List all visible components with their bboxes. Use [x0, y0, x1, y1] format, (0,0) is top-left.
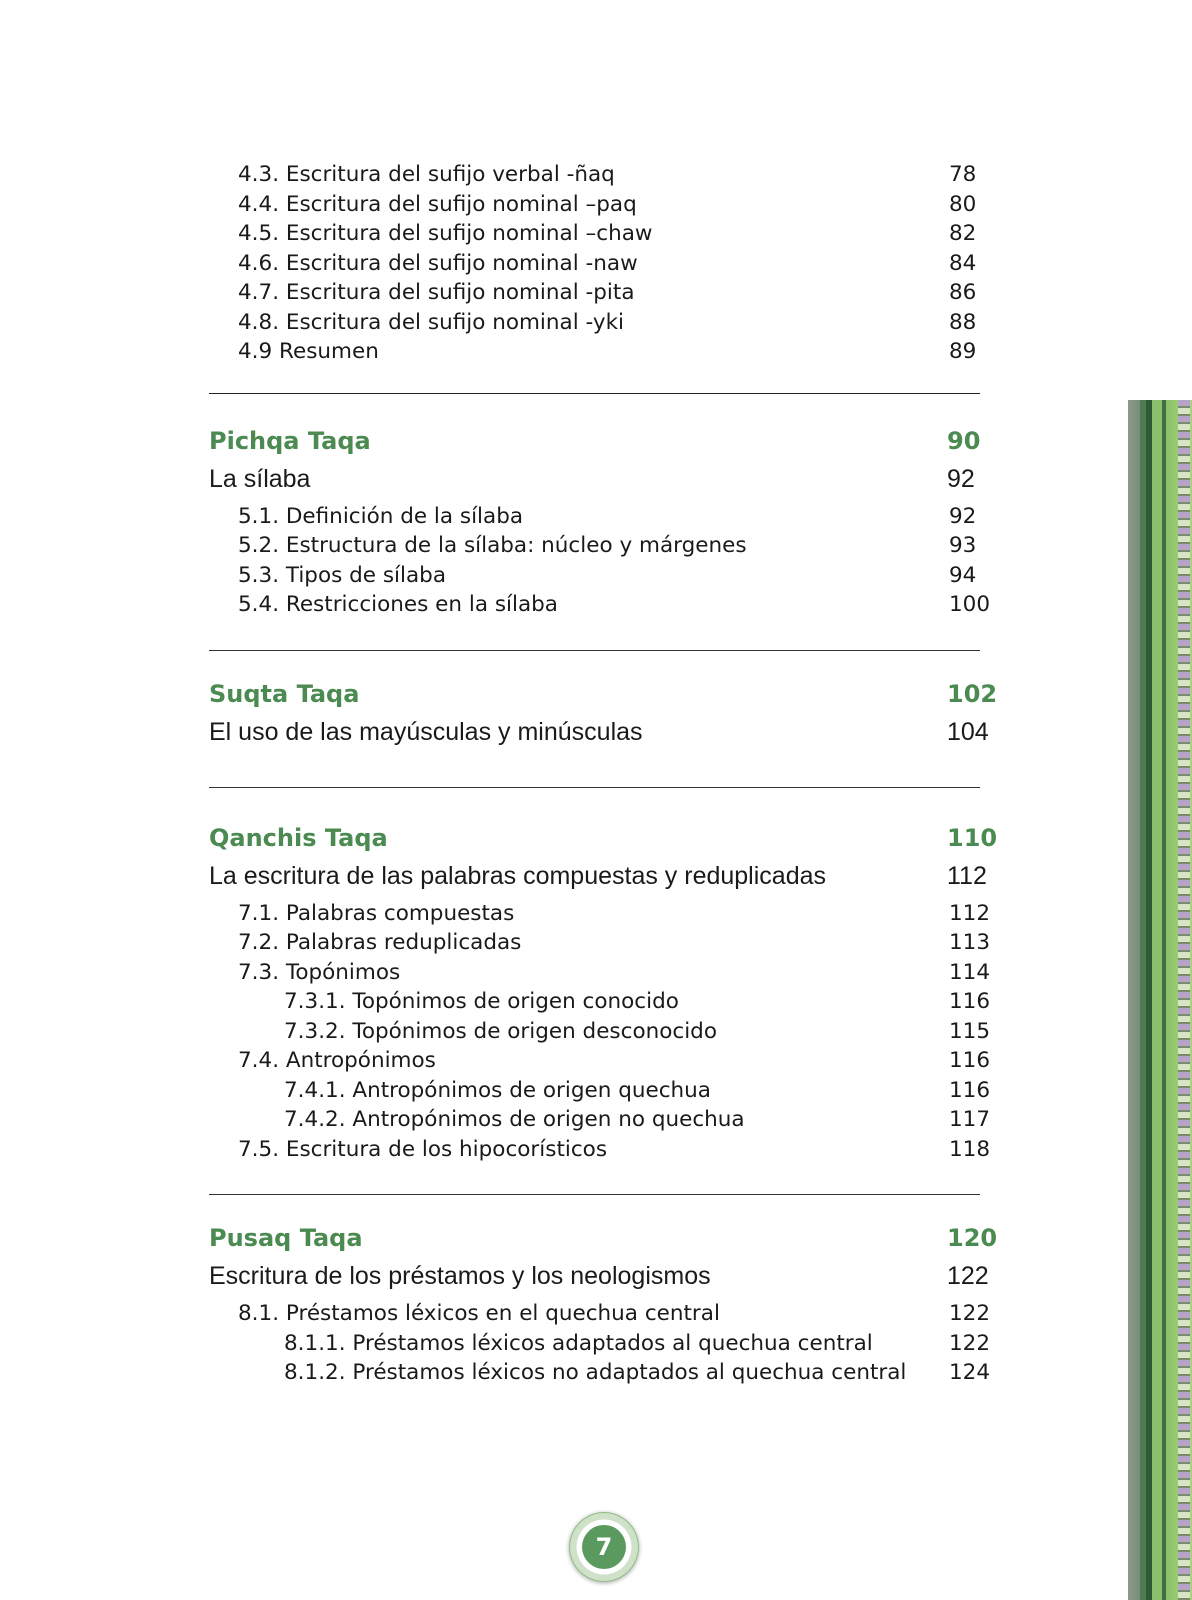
entry-page: 80 [949, 191, 977, 217]
section-divider [209, 1194, 980, 1195]
entry-label: 4.8. Escritura del sufijo nominal -yki [238, 309, 625, 335]
entry-page: 112 [949, 900, 991, 926]
chapter-heading[interactable] [209, 1219, 998, 1257]
entry-page: 116 [949, 1077, 991, 1103]
chapter-heading-label: Qanchis Taqa [209, 823, 388, 852]
entry-page: 92 [949, 503, 977, 529]
chapter-heading-page: 120 [947, 1224, 998, 1252]
entry-page: 115 [949, 1018, 991, 1044]
section-divider [209, 650, 980, 651]
chapter-heading-label: Suqta Taqa [209, 679, 360, 708]
toc-entry[interactable] [209, 278, 989, 308]
chapter-title[interactable] [209, 460, 989, 498]
toc-entry[interactable] [209, 308, 989, 338]
entry-page: 114 [949, 959, 991, 985]
toc-entry[interactable] [209, 928, 989, 958]
toc-entry[interactable] [209, 160, 989, 190]
chapter-title[interactable] [209, 1257, 989, 1295]
toc-subentry[interactable] [209, 1076, 989, 1106]
chapter7-section [209, 819, 998, 1165]
entry-label: 8.1. Préstamos léxicos en el quechua central [238, 1301, 720, 1326]
chapter8-section [209, 1219, 998, 1388]
entry-page: 78 [949, 162, 977, 187]
entry-label: 5.2. Estructura de la sílaba: núcleo y márgenes [238, 533, 747, 558]
entry-label: 4.9 Resumen [238, 339, 379, 364]
table-of-contents [209, 160, 998, 1388]
chapter-heading-label: Pichqa Taqa [209, 426, 371, 455]
entry-label: 7.1. Palabras compuestas [238, 900, 515, 926]
toc-subentry[interactable] [209, 1105, 989, 1135]
toc-entry[interactable] [209, 1135, 989, 1165]
entry-page: 122 [949, 1301, 991, 1326]
entry-label: 5.4. Restricciones en la sílaba [238, 592, 558, 617]
entry-page: 116 [949, 1048, 991, 1073]
entry-page: 82 [949, 221, 977, 246]
section-divider [209, 787, 980, 788]
entry-page: 86 [949, 280, 977, 305]
entry-label: 4.5. Escritura del sufijo nominal –chaw [238, 221, 653, 246]
entry-label: 7.4.2. Antropónimos de origen no quechua [284, 1107, 745, 1132]
chapter-title[interactable] [209, 713, 989, 751]
toc-subentry[interactable] [209, 1329, 989, 1359]
toc-entry[interactable] [209, 899, 989, 929]
chapter-title-page: 122 [947, 1262, 989, 1290]
entry-page: 124 [949, 1360, 991, 1385]
entry-label: 7.3. Topónimos [238, 959, 401, 985]
chapter-title-label: La escritura de las palabras compuestas y reduplicadas [209, 861, 827, 890]
entry-page: 113 [949, 930, 991, 955]
chapter-heading[interactable] [209, 819, 998, 857]
decorative-side-border [1128, 400, 1192, 1600]
entry-label: 4.4. Escritura del sufijo nominal –paq [238, 191, 637, 217]
chapter-heading[interactable] [209, 675, 998, 713]
entry-label: 7.5. Escritura de los hipocorísticos [238, 1136, 608, 1162]
entry-label: 4.6. Escritura del sufijo nominal -naw [238, 250, 638, 276]
page-number-badge [569, 1512, 639, 1582]
entry-page: 100 [949, 592, 991, 617]
chapter-heading-page: 110 [947, 823, 998, 852]
entry-page: 84 [949, 250, 977, 276]
chapter-heading[interactable] [209, 422, 989, 460]
chapter-title-label: El uso de las mayúsculas y minúsculas [209, 717, 643, 746]
entry-label: 8.1.1. Préstamos léxicos adaptados al quechua central [284, 1330, 873, 1356]
toc-entry[interactable] [209, 590, 989, 620]
section-divider [209, 393, 980, 394]
braid-pattern [1178, 400, 1190, 1600]
chapter5-section [209, 422, 989, 620]
entry-label: 7.4. Antropónimos [238, 1048, 436, 1073]
chapter-heading-page: 102 [947, 679, 998, 708]
toc-entry[interactable] [209, 531, 989, 561]
chapter-title-label: La sílaba [209, 464, 311, 493]
toc-entry[interactable] [209, 1046, 989, 1076]
entry-label: 4.7. Escritura del sufijo nominal -pita [238, 280, 635, 305]
toc-entry[interactable] [209, 958, 989, 988]
entry-page: 89 [949, 339, 977, 364]
entry-label: 5.3. Tipos de sílaba [238, 562, 446, 588]
toc-entry[interactable] [209, 219, 989, 249]
toc-subentry[interactable] [209, 1358, 989, 1388]
chapter-heading-label: Pusaq Taqa [209, 1224, 363, 1252]
entry-label: 8.1.2. Préstamos léxicos no adaptados al quechua central [284, 1360, 907, 1385]
chapter-title-page: 112 [947, 861, 987, 890]
entry-page: 118 [949, 1136, 991, 1162]
entry-label: 4.3. Escritura del sufijo verbal -ñaq [238, 162, 615, 187]
toc-entry[interactable] [209, 190, 989, 220]
entry-page: 88 [949, 309, 977, 335]
toc-entry[interactable] [209, 502, 989, 532]
entry-page: 117 [949, 1107, 991, 1132]
entry-page: 116 [949, 989, 991, 1014]
entry-page: 122 [949, 1330, 991, 1356]
entry-label: 7.4.1. Antropónimos de origen quechua [284, 1077, 711, 1103]
entry-label: 7.3.1. Topónimos de origen conocido [284, 989, 679, 1014]
entry-label: 7.2. Palabras reduplicadas [238, 930, 522, 955]
chapter-heading-page: 90 [947, 426, 981, 455]
toc-entry[interactable] [209, 337, 989, 367]
toc-entry[interactable] [209, 249, 989, 279]
toc-entry[interactable] [209, 1299, 989, 1329]
toc-entry[interactable] [209, 561, 989, 591]
toc-subentry[interactable] [209, 987, 989, 1017]
entry-label: 7.3.2. Topónimos de origen desconocido [284, 1018, 717, 1044]
toc-subentry[interactable] [209, 1017, 989, 1047]
entry-label: 5.1. Definición de la sílaba [238, 503, 524, 529]
chapter-title-page: 92 [947, 464, 975, 493]
chapter-title[interactable] [209, 857, 989, 895]
page-number: 7 [582, 1525, 626, 1569]
entry-page: 94 [949, 562, 977, 588]
chapter-title-page: 104 [947, 717, 989, 746]
chapter6-section [209, 675, 998, 751]
entry-page: 93 [949, 533, 977, 558]
chapter4-entries [209, 160, 989, 367]
chapter-title-label: Escritura de los préstamos y los neologismos [209, 1262, 711, 1290]
